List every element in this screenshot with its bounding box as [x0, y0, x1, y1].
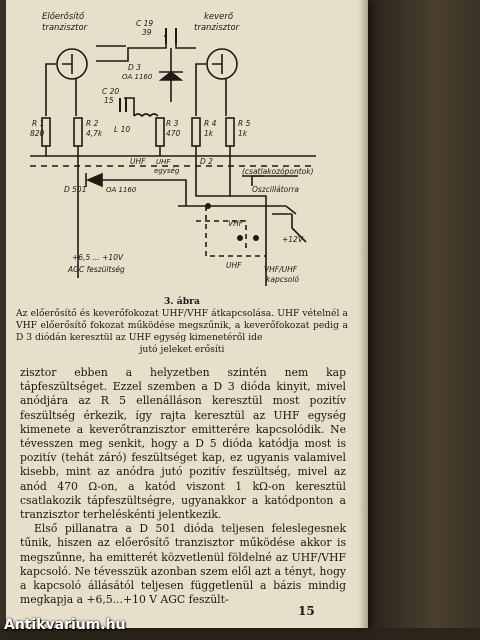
label-oszcillator: Oszcillátorra — [252, 185, 300, 194]
label-plus12v: +12V — [282, 235, 303, 244]
label-r4-value: 1k — [204, 129, 214, 138]
figure-number: 3. ábra — [164, 296, 200, 307]
label-r4: R 4 — [204, 119, 217, 128]
label-r2: R 2 — [86, 119, 99, 128]
label-uhf-3: UHF — [226, 261, 242, 270]
label-uhf-2: UHF — [156, 158, 171, 166]
label-agc: AGC feszültség — [68, 265, 125, 274]
label-l10: L 10 — [114, 125, 131, 134]
label-c19: C 19 — [136, 19, 154, 28]
label-agc-range: +6,5 ... +10V — [72, 253, 124, 262]
label-r3: R 3 — [166, 119, 179, 128]
label-c20-value: 15 — [104, 96, 114, 105]
label-pre-transistor: Előerősítő — [42, 12, 85, 22]
page-number: 15 — [298, 604, 315, 618]
circuit-diagram — [16, 6, 346, 291]
label-d3: D 3 — [128, 63, 141, 72]
label-mix-transistor-2: tranzisztor — [194, 23, 240, 33]
label-pre-transistor-2: tranzisztor — [42, 23, 88, 33]
label-vhfuhf: VHF/UHF — [264, 265, 298, 274]
background-right — [368, 0, 480, 640]
figure-caption — [16, 296, 348, 356]
paragraph-1: zisztor ebben a helyzetben szintén nem kap tápfeszültséget. Ezzel szemben a D 3 dióda kinyit, mivel anódjára az R 5 ellenálláson keresztül most pozitív feszültség érkezik, így rajta keresztül az UHF egység kimenete a keverőtranzisztor emitterére kapcsolódik. Ne tévesszen meg senkit, hogy a D 5 dióda katódja most is pozitív (tehát záró) feszültséget kap, ez ugyanis valamivel kisebb, mint az anódra jutó pozitív feszültség, mivel az anód 470 Ω-on, a katód viszont 1 kΩ-on keresztül csatlakozik tápfeszültségre, ugyanakkor a katódponton a tranzisztor terheléskénti jelentkezik. — [20, 366, 346, 522]
label-uhf-1: UHF — [130, 157, 146, 166]
book-page — [6, 0, 368, 628]
watermark: Antikvarium.hu — [4, 617, 126, 633]
label-r5: R 5 — [238, 119, 251, 128]
label-mix-transistor: keverő — [204, 12, 234, 22]
body-text — [20, 366, 346, 607]
caption-text: Az előerősítő és keverőfokozat UHF/VHF átkapcsolása. UHF vételnél a VHF előerősítő fokozat működése megszűnik, a keverőfokozat pedig a D 3 diódán keresztül az UHF egység kimenetéről ide — [16, 308, 348, 343]
label-r1-value: 820 — [30, 129, 45, 138]
label-vhf: VHF — [228, 219, 244, 228]
label-csatlakozo: (csatlakozópontok) — [242, 167, 314, 176]
label-egyseg: egység — [154, 167, 180, 175]
label-d3-type: OA 1160 — [122, 73, 153, 81]
label-c20: C 20 — [102, 87, 120, 96]
label-d501: D 501 — [64, 185, 87, 194]
label-kapcsolo: kapcsoló — [266, 275, 299, 284]
label-d5-type: OA 1160 — [106, 186, 137, 194]
label-d2: D 2 — [200, 157, 213, 166]
paragraph-2: Első pillanatra a D 501 dióda teljesen feleslegesnek tűnik, hiszen az előerősítő tranzisztor működése akkor is megszűnne, ha emitterét közvetlenül földelné az UHF/VHF kapcsoló. Ne tévesszük azonban szem elől azt a tényt, hogy a kapcsoló állásától teljesen függetlenül a bázis mindig megkapja a +6,5...+10 V AGC feszült- — [20, 522, 346, 607]
caption-last-line: jutó jeleket erősíti — [139, 344, 225, 355]
label-c19-value: 39 — [142, 28, 152, 37]
label-r1: R 1 — [32, 119, 45, 128]
label-r3-value: 470 — [166, 129, 181, 138]
label-r5-value: 1k — [238, 129, 248, 138]
label-r2-value: 4,7k — [86, 129, 103, 138]
